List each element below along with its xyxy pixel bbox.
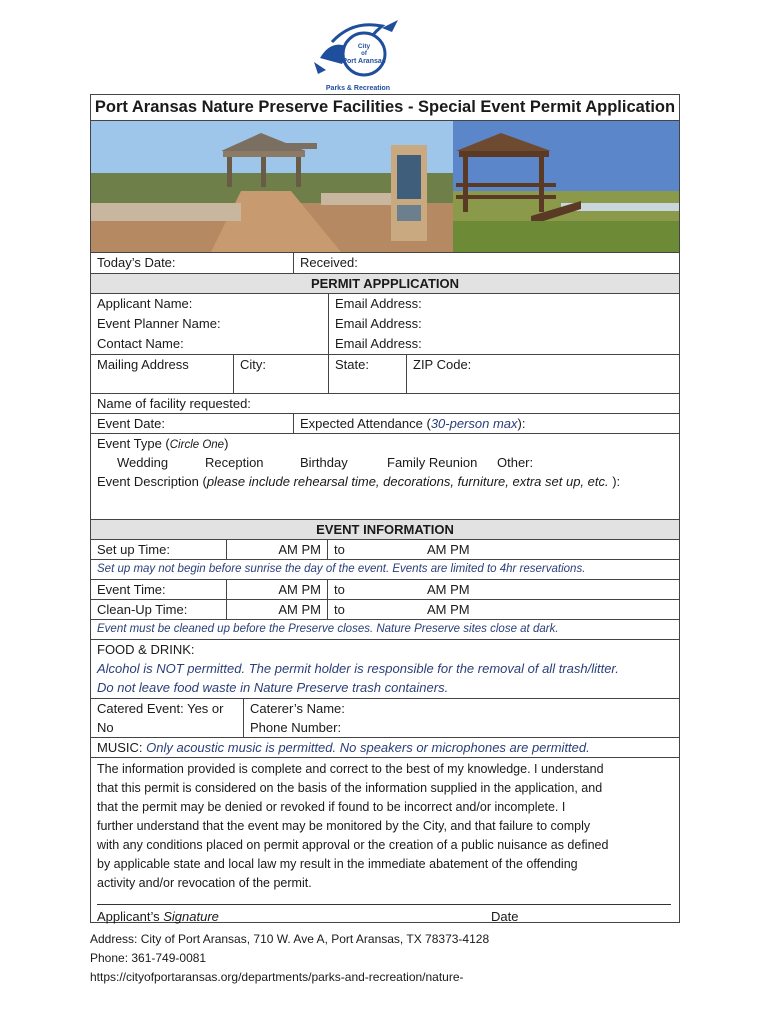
option-wedding[interactable]: Wedding: [117, 455, 169, 470]
pavilion-photo-image: [91, 121, 679, 252]
footer-url[interactable]: https://cityofportaransas.org/departments/parks-and-recreation/nature-: [90, 970, 464, 984]
svg-text:of: of: [361, 51, 367, 57]
facility-field[interactable]: Name of facility requested:: [97, 396, 251, 411]
city-logo: [312, 18, 404, 94]
preserve-photos: [91, 121, 679, 253]
contact-name-field[interactable]: Contact Name:: [97, 336, 184, 351]
signature-row: [91, 904, 679, 928]
contact-row: [91, 334, 679, 354]
event-date-field[interactable]: Event Date:: [91, 413, 293, 433]
sailfish-logo-icon: [312, 18, 404, 94]
event-to-label: to: [327, 580, 397, 599]
catered-no[interactable]: No: [97, 720, 114, 735]
zip-field[interactable]: ZIP Code:: [406, 355, 679, 393]
footer-address: Address: City of Port Aransas, 710 W. Ave A, Port Aransas, TX 78373-4128: [90, 932, 490, 946]
food-drink-section: [91, 639, 679, 698]
catered-row: [91, 698, 679, 737]
description-row[interactable]: [91, 472, 679, 519]
description-field[interactable]: Event Description (please include rehearsal time, decorations, furniture, extra set up, etc. ):: [97, 474, 621, 489]
applicant-name-field[interactable]: Applicant Name:: [97, 296, 193, 311]
svg-text:Parks & Recreation: Parks & Recreation: [325, 85, 391, 92]
cleanup-note-row: [91, 619, 679, 639]
event-time-label: Event Time:: [97, 582, 166, 597]
setup-note-row: [91, 559, 679, 579]
city-field[interactable]: City:: [233, 355, 328, 393]
svg-text:City: City: [357, 43, 371, 50]
cleanup-start-ampm[interactable]: AM PM: [226, 600, 327, 619]
address-row: [91, 354, 679, 393]
email-field-1[interactable]: Email Address:: [328, 294, 679, 314]
event-time-row: [91, 579, 679, 599]
setup-to-label: to: [327, 540, 397, 559]
signature-line[interactable]: [97, 904, 671, 905]
footer-phone: Phone: 361-749-0081: [90, 951, 207, 965]
agreement-line: further understand that the event may be monitored by the City, and that failure to comply: [97, 819, 591, 833]
cleanup-time-label: Clean-Up Time:: [97, 602, 188, 617]
state-field[interactable]: State:: [328, 355, 406, 393]
planner-row: [91, 314, 679, 334]
facility-row: [91, 393, 679, 413]
email-field-2[interactable]: Email Address:: [328, 314, 679, 334]
svg-text:Port Aransas: Port Aransas: [342, 58, 386, 65]
phone-number-field[interactable]: Phone Number:: [250, 720, 342, 735]
cleanup-note: Event must be cleaned up before the Preserve closes. Nature Preserve sites close at dark.: [97, 623, 559, 635]
event-start-ampm[interactable]: AM PM: [226, 580, 327, 599]
permit-application-header: PERMIT APPPLICATION: [91, 273, 679, 293]
event-date-row: [91, 413, 679, 433]
event-type-options: [91, 453, 679, 472]
todays-date-field[interactable]: Today’s Date:: [97, 255, 176, 270]
food-drink-rule-1: Alcohol is NOT permitted. The permit holder is responsible for the removal of all trash/litter.: [97, 661, 619, 676]
applicant-row: [91, 293, 679, 314]
event-information-header: EVENT INFORMATION: [91, 519, 679, 539]
cleanup-time-row: [91, 599, 679, 619]
form-title: Port Aransas Nature Preserve Facilities - Special Event Permit Application: [91, 95, 679, 121]
event-type-row: Event Type (Circle One): [91, 433, 679, 453]
setup-start-ampm[interactable]: AM PM: [226, 540, 327, 559]
catered-question[interactable]: Catered Event: Yes or: [97, 701, 224, 716]
food-drink-label: FOOD & DRINK:: [97, 642, 195, 657]
agreement-paragraph: [91, 757, 679, 904]
mailing-address-field[interactable]: Mailing Address: [97, 357, 189, 372]
agreement-line: activity and/or revocation of the permit.: [97, 876, 312, 890]
footer: [90, 930, 489, 987]
setup-note: Set up may not begin before sunrise the day of the event. Events are limited to 4hr reservations.: [97, 563, 586, 575]
agreement-line: that this permit is considered on the basis of the information supplied in the application, and: [97, 781, 603, 795]
agreement-line: with any conditions placed on permit approval or the creation of a public nuisance as defined: [97, 838, 609, 852]
food-drink-rule-2: Do not leave food waste in Nature Preserve trash containers.: [97, 680, 449, 695]
music-note: Only acoustic music is permitted. No speakers or microphones are permitted.: [146, 740, 590, 755]
agreement-line: The information provided is complete and correct to the best of my knowledge. I understand: [97, 762, 604, 776]
caterer-name-field[interactable]: Caterer’s Name:: [250, 701, 345, 716]
setup-time-label: Set up Time:: [97, 542, 170, 557]
attendance-field[interactable]: Expected Attendance (30-person max):: [293, 413, 679, 433]
date-row: [91, 253, 679, 273]
music-label: MUSIC:: [97, 740, 147, 755]
agreement-line: by applicable state and local law my result in the immediate abatement of the offending: [97, 857, 578, 871]
agreement-line: that the permit may be denied or revoked if found to be incorrect and/or incomplete. I: [97, 800, 566, 814]
permit-form: [90, 94, 680, 923]
option-birthday[interactable]: Birthday: [300, 455, 348, 470]
date-label: Date: [491, 909, 519, 924]
cleanup-to-label: to: [327, 600, 397, 619]
email-field-3[interactable]: Email Address:: [328, 334, 679, 354]
option-reception[interactable]: Reception: [205, 455, 264, 470]
music-row: [91, 737, 679, 757]
option-other[interactable]: Other:: [497, 455, 534, 470]
received-field[interactable]: Received:: [293, 253, 679, 273]
setup-time-row: [91, 539, 679, 559]
signature-label: Applicant’s Signature: [97, 909, 219, 924]
cleanup-end-ampm[interactable]: AM PM: [427, 602, 470, 617]
setup-end-ampm[interactable]: AM PM: [427, 542, 470, 557]
option-family-reunion[interactable]: Family Reunion: [387, 455, 478, 470]
event-end-ampm[interactable]: AM PM: [427, 582, 470, 597]
planner-name-field[interactable]: Event Planner Name:: [97, 316, 221, 331]
